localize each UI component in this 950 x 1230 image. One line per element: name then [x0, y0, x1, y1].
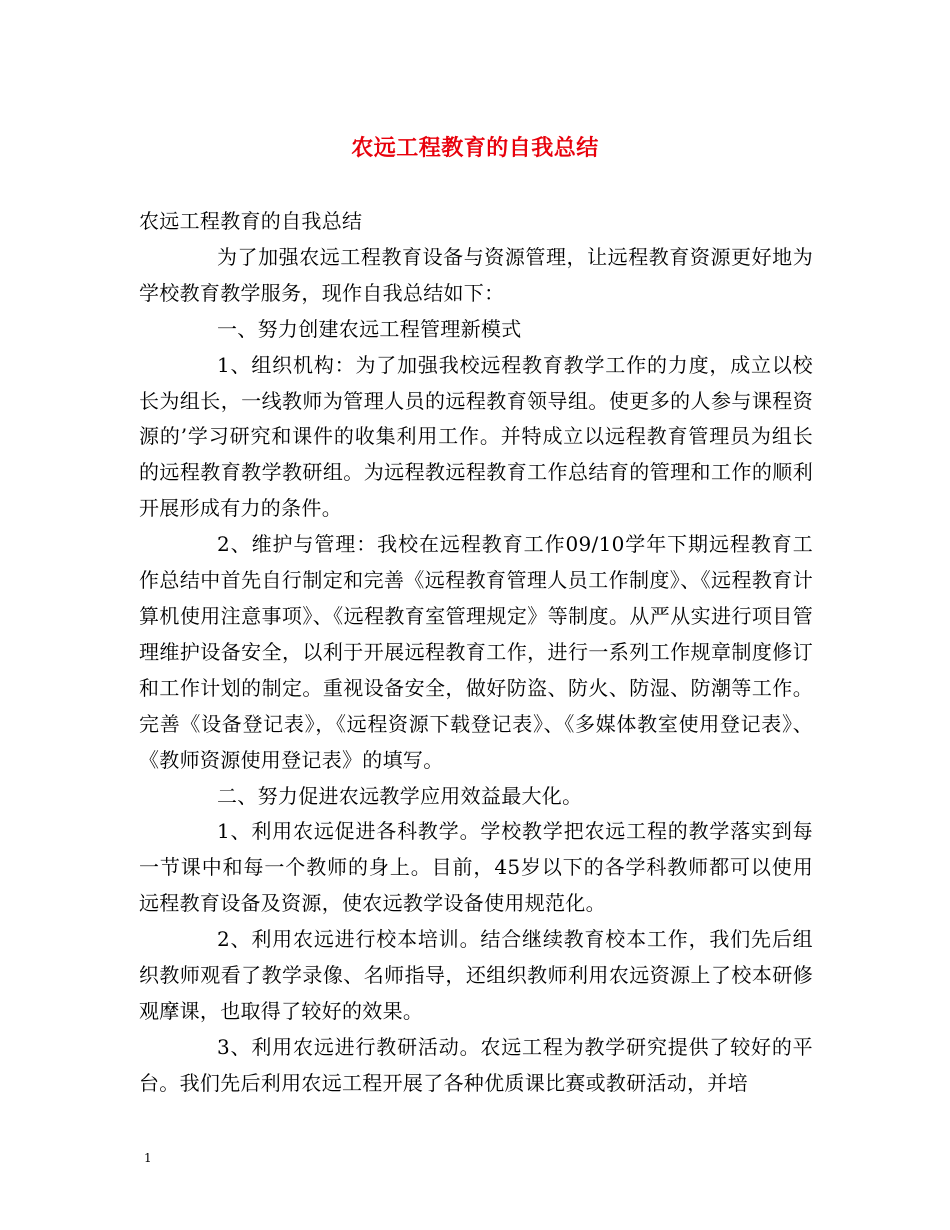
- paragraph-organization: 1、组织机构：为了加强我校远程教育教学工作的力度，成立以校长为组长，一线教师为管理人员的远程教育领导组。使更多的人参与课程资源的’学习研究和课件的收集利用工作。并特成立以远程教育管理员为组长的远程教育教学教研组。为远程教远程教育工作总结育的管理和工作的顺利开展形成有力的条件。: [139, 352, 813, 521]
- paragraph-training: 2、利用农远进行校本培训。结合继续教育校本工作，我们先后组织教师观看了教学录像、名师指导，还组织教师利用农远资源上了校本研修观摩课，也取得了较好的效果。: [139, 927, 813, 1023]
- paragraph-subtitle: 农远工程教育的自我总结: [139, 209, 363, 233]
- document-body: [139, 204, 813, 1102]
- document-title: 农远工程教育的自我总结: [351, 135, 599, 161]
- page-number: 1: [144, 1151, 152, 1165]
- paragraph-research: 3、利用农远进行教研活动。农远工程为教学研究提供了较好的平台。我们先后利用农远工程开展了各种优质课比赛或教研活动，并培: [139, 1034, 813, 1095]
- section-heading-2: 二、努力促进农远教学应用效益最大化。: [217, 783, 583, 808]
- paragraph-intro: 为了加强农远工程教育设备与资源管理，让远程教育资源更好地为学校教育教学服务，现作自我总结如下：: [139, 244, 813, 305]
- section-heading-1: 一、努力创建农远工程管理新模式: [217, 316, 522, 341]
- paragraph-teaching: 1、利用农远促进各科教学。学校教学把农远工程的教学落实到每一节课中和每一个教师的身上。目前，45岁以下的各学科教师都可以使用远程教育设备及资源，使农远教学设备使用规范化。: [139, 819, 813, 916]
- paragraph-maintenance: 2、维护与管理：我校在远程教育工作09/10学年下期远程教育工作总结中首先自行制定和完善《远程教育管理人员工作制度》、《远程教育计算机使用注意事项》、《远程教育室管理规定》等制度。从严从实进行项目管理维护设备安全，以利于开展远程教育工作，进行一系列工作规章制度修订和工作计划的制定。重视设备安全，做好防盗、防火、防湿、防潮等工作。完善《设备登记表》，《远程资源下载登记表》、《多媒体教室使用登记表》、《教师资源使用登记表》的填写。: [139, 532, 813, 772]
